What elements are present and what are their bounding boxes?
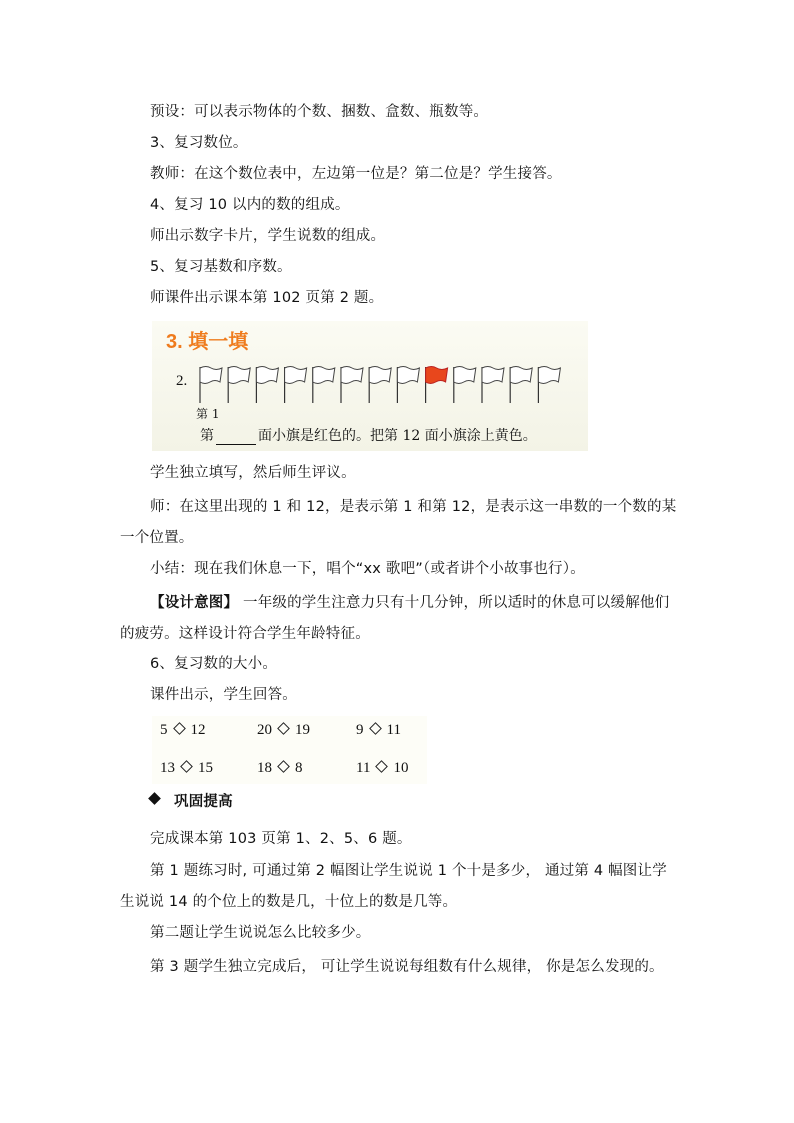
design-intent-label: 【设计意图】 [150, 595, 239, 611]
flag-icon [510, 367, 532, 404]
flag-icon [454, 367, 476, 404]
flag-icon [313, 367, 335, 404]
text-line: 课件出示，学生回答。 [150, 687, 297, 703]
diamond-blank-icon[interactable] [369, 722, 382, 735]
text-line: 学生独立填写，然后师生评议。 [150, 465, 356, 481]
text-line: 师课件出示课本第 102 页第 2 题。 [150, 290, 384, 306]
text-line: 师出示数字卡片，学生说数的组成。 [150, 228, 386, 244]
flag-row [198, 365, 578, 405]
flag-icon [200, 367, 222, 404]
compare-item: 9 11 [356, 722, 401, 738]
flag-icon [341, 367, 363, 404]
design-intent-paragraph: 【设计意图】 一年级的学生注意力只有十几分钟，所以适时的休息可以缓解他们的疲劳。这样设计符合学生年龄特征。 [120, 595, 670, 642]
fill-blank[interactable] [216, 430, 256, 445]
text-line: 教师：在这个数位表中，左边第一位是？第二位是？学生接答。 [150, 166, 562, 182]
compare-item: 5 12 [160, 722, 206, 738]
text-line: 预设：可以表示物体的个数、捆数、盒数、瓶数等。 [150, 104, 489, 120]
diamond-blank-icon[interactable] [376, 760, 389, 773]
heading-5: 5、复习基数和序数。 [150, 259, 292, 275]
diamond-blank-icon[interactable] [277, 760, 290, 773]
heading-3: 3、复习数位。 [150, 135, 248, 151]
flag-icon [426, 367, 448, 404]
compare-item: 11 10 [356, 760, 409, 776]
compare-item: 18 8 [257, 760, 303, 776]
text-line: 小结：现在我们休息一下，唱个“xx 歌吧”（或者讲个小故事也行）。 [150, 561, 585, 577]
paragraph: 第 1 题练习时, 可通过第 2 幅图让学生说说 1 个十是多少， 通过第 4 幅图让学生说说 14 的个位上的数是几，十位上的数是几等。 [120, 863, 667, 910]
text-line: 完成课本第 103 页第 1、2、5、6 题。 [150, 831, 412, 847]
paragraph: 第 3 题学生独立完成后， 可让学生说说每组数有什么规律， 你是怎么发现的。 [150, 959, 664, 975]
textbook-figure-flags [152, 321, 588, 451]
flag-icon [256, 367, 278, 404]
section-title: 巩固提高 [174, 794, 233, 810]
flag-icon [369, 367, 391, 404]
diamond-blank-icon[interactable] [180, 760, 193, 773]
heading-4: 4、复习 10 以内的数的组成。 [150, 197, 350, 213]
figure-sentence: 第 面小旗是红色的。把第 12 面小旗涂上黄色。 [200, 428, 537, 444]
figure-title: 3. 填一填 [166, 331, 249, 353]
paragraph: 师：在这里出现的 1 和 12，是表示第 1 和第 12，是表示这一串数的一个数的某一个位置。 [120, 499, 677, 546]
flag-icon [285, 367, 307, 404]
text-line: 第二题让学生说说怎么比较多少。 [150, 925, 371, 941]
flag-icon [397, 367, 419, 404]
flag-icon [538, 367, 560, 404]
flag-icon [228, 367, 250, 404]
heading-6: 6、复习数的大小。 [150, 656, 278, 672]
compare-item: 20 19 [257, 722, 310, 738]
flag-icon [482, 367, 504, 404]
diamond-blank-icon[interactable] [277, 722, 290, 735]
diamond-blank-icon[interactable] [173, 722, 186, 735]
compare-item: 13 15 [160, 760, 213, 776]
first-label: 第 1 [196, 407, 220, 421]
diamond-bullet-icon [148, 792, 161, 805]
figure-number: 2. [176, 373, 188, 389]
